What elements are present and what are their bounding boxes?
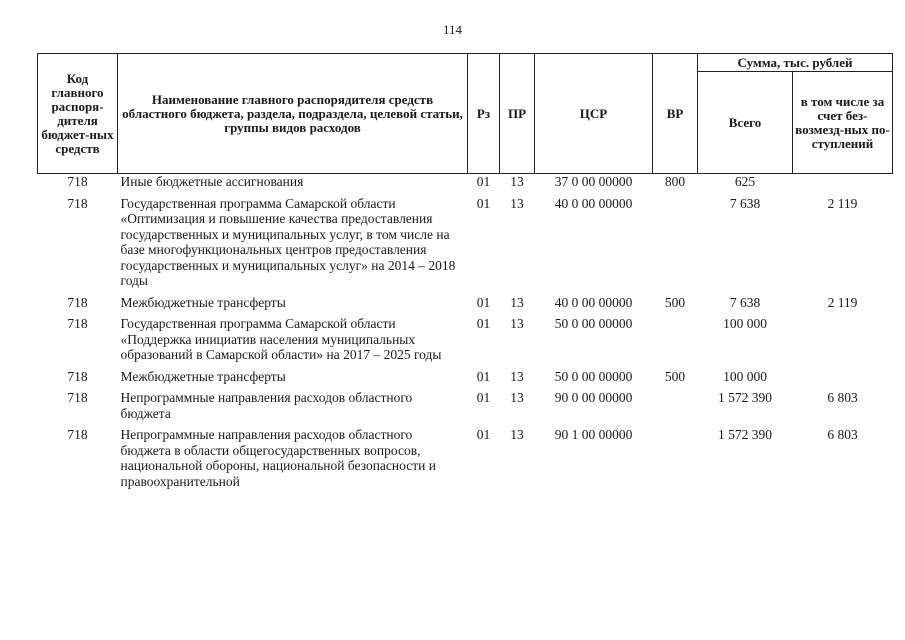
cell-name: Межбюджетные трансферты bbox=[120, 368, 286, 384]
cell-name: Государственная программа Самарской области «Поддержка инициатив населения муниципальных образований в Самарской области» на 2017 – 2025 годы bbox=[120, 316, 442, 362]
cell-rz: 01 bbox=[476, 316, 491, 331]
cell-total: 1 572 390 bbox=[718, 390, 772, 405]
table-row bbox=[38, 195, 893, 294]
cell-code: 718 bbox=[67, 294, 88, 310]
cell-pr: 13 bbox=[510, 427, 524, 442]
cell-name: Иные бюджетные ассигнования bbox=[120, 174, 304, 189]
header-vr: ВР bbox=[653, 54, 698, 174]
cell-incl: 6 803 bbox=[827, 427, 858, 442]
table-row bbox=[38, 315, 893, 368]
cell-pr: 13 bbox=[510, 195, 524, 211]
table-row bbox=[38, 294, 893, 316]
cell-name: Государственная программа Самарской области «Оптимизация и повышение качества предоставления государственных и муниципальных услуг, в том числе на базе многофункциональных центров предоставления государственных и муниципальных услуг» на 2014 – 2018 годы bbox=[120, 195, 456, 288]
cell-csr: 40 0 00 00000 bbox=[554, 195, 633, 211]
cell-rz: 01 bbox=[476, 294, 491, 310]
cell-csr: 50 0 00 00000 bbox=[554, 316, 633, 331]
header-name: Наименование главного распорядителя средств областного бюджета, раздела, подраздела, целевой статьи, группы видов расходов bbox=[118, 54, 468, 174]
cell-total: 7 638 bbox=[729, 195, 761, 211]
header-incl: в том числе за счет без-возмезд-ных по-ступлений bbox=[793, 72, 893, 174]
cell-vr bbox=[653, 195, 698, 294]
cell-incl: 2 119 bbox=[827, 294, 858, 310]
cell-csr: 40 0 00 00000 bbox=[554, 294, 633, 310]
cell-pr: 13 bbox=[510, 390, 524, 405]
cell-vr: 500 bbox=[664, 368, 686, 384]
table-row bbox=[38, 174, 893, 195]
cell-vr bbox=[653, 426, 698, 494]
cell-rz: 01 bbox=[476, 195, 491, 211]
cell-incl: 6 803 bbox=[827, 390, 858, 405]
cell-code: 718 bbox=[67, 427, 88, 442]
header-pr: ПР bbox=[500, 54, 535, 174]
cell-total: 100 000 bbox=[723, 316, 767, 331]
cell-vr bbox=[653, 315, 698, 368]
cell-rz: 01 bbox=[476, 368, 491, 384]
header-csr: ЦСР bbox=[535, 54, 653, 174]
cell-pr: 13 bbox=[510, 368, 524, 384]
cell-rz: 01 bbox=[476, 427, 491, 442]
cell-csr: 50 0 00 00000 bbox=[554, 368, 633, 384]
cell-code: 718 bbox=[67, 316, 88, 331]
cell-code: 718 bbox=[67, 174, 88, 189]
cell-code: 718 bbox=[67, 390, 88, 405]
header-sum: Сумма, тыс. рублей bbox=[698, 54, 893, 72]
cell-pr: 13 bbox=[510, 174, 524, 189]
header-code: Код главного распоря-дителя бюджет-ных средств bbox=[38, 54, 118, 174]
page-number: 114 bbox=[442, 22, 463, 37]
cell-name: Непрограммные направления расходов областного бюджета в области общегосударственных вопросов, национальной обороны, национальной безопасности и правоохранительной bbox=[120, 427, 436, 489]
cell-incl bbox=[793, 174, 893, 195]
cell-name: Непрограммные направления расходов областного бюджета bbox=[120, 390, 413, 421]
header-rz: Рз bbox=[468, 54, 500, 174]
cell-name: Межбюджетные трансферты bbox=[120, 294, 286, 310]
table-row bbox=[38, 368, 893, 390]
table-row bbox=[38, 426, 893, 494]
cell-vr: 800 bbox=[664, 174, 686, 189]
cell-incl: 2 119 bbox=[827, 195, 858, 211]
cell-total: 7 638 bbox=[729, 294, 761, 310]
cell-csr: 90 0 00 00000 bbox=[554, 390, 633, 405]
cell-total: 625 bbox=[734, 174, 756, 189]
cell-rz: 01 bbox=[476, 174, 491, 189]
cell-total: 1 572 390 bbox=[718, 427, 772, 442]
cell-csr: 37 0 00 00000 bbox=[554, 174, 633, 189]
cell-rz: 01 bbox=[476, 390, 491, 405]
budget-table bbox=[37, 53, 893, 494]
cell-incl bbox=[793, 315, 893, 368]
cell-vr: 500 bbox=[664, 294, 686, 310]
header-total: Всего bbox=[698, 72, 793, 174]
cell-csr: 90 1 00 00000 bbox=[554, 427, 633, 442]
cell-code: 718 bbox=[67, 195, 88, 211]
table-row bbox=[38, 389, 893, 426]
cell-incl bbox=[793, 368, 893, 390]
cell-total: 100 000 bbox=[723, 368, 767, 384]
cell-pr: 13 bbox=[510, 316, 524, 331]
cell-code: 718 bbox=[67, 368, 88, 384]
cell-pr: 13 bbox=[510, 294, 524, 310]
cell-vr bbox=[653, 389, 698, 426]
